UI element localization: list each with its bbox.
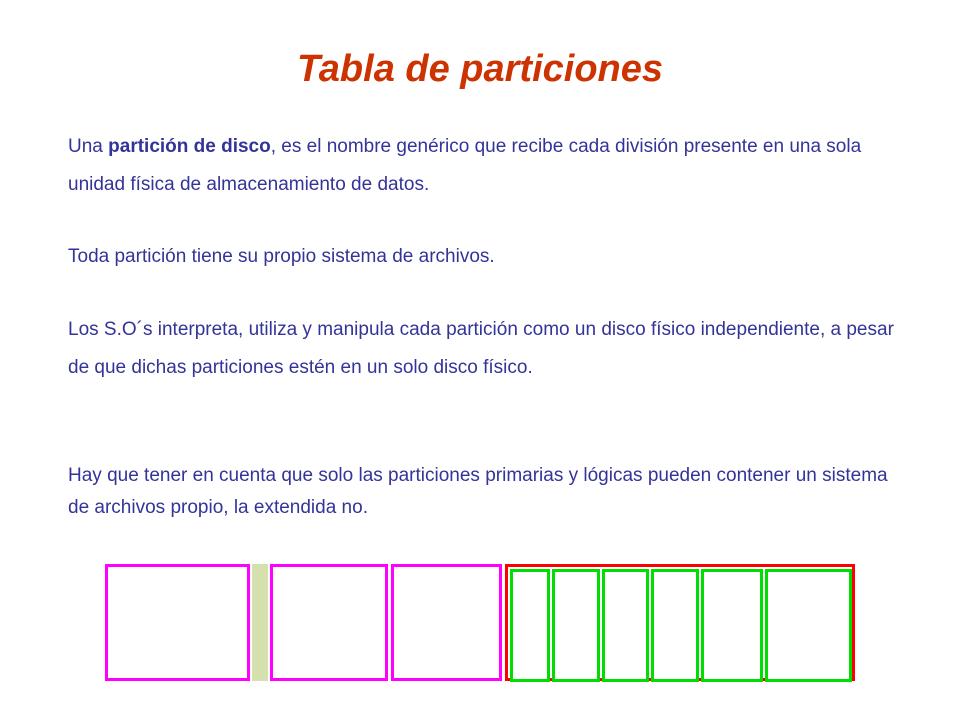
slide-title: Tabla de particiones: [296, 48, 664, 90]
extended-partition: [505, 564, 855, 681]
disk-partition-diagram: [105, 564, 855, 681]
logical-partition-6: [765, 569, 852, 682]
paragraph-note: Hay que tener en cuenta que solo las particiones primarias y lógicas pueden contener un sistema de archivos propio, la extendida no.: [68, 465, 888, 518]
primary-partition-1: [105, 564, 250, 681]
logical-partition-4: [651, 569, 699, 682]
paragraph-definition-intro: Una: [68, 136, 109, 157]
primary-partition-2: [270, 564, 388, 681]
paragraph-filesystem: Toda partición tiene su propio sistema de archivos.: [68, 246, 495, 267]
term-particion-de-disco: partición de disco: [108, 136, 271, 157]
logical-partition-5: [701, 569, 763, 682]
primary-partition-3: [391, 564, 502, 681]
unallocated-space: [252, 564, 268, 681]
logical-partition-1: [510, 569, 550, 682]
logical-partition-3: [602, 569, 649, 682]
paragraph-os-interpretation: Los S.O´s interpreta, utiliza y manipula cada partición como un disco físico independiente, a pesar de que dichas particiones estén en un solo disco físico.: [68, 319, 894, 378]
paragraph-definition-rest: , es el nombre genérico que recibe cada división presente en una sola unidad física de almacenamiento de datos.: [68, 136, 862, 195]
paragraph-definition: [68, 128, 898, 204]
logical-partition-2: [552, 569, 600, 682]
